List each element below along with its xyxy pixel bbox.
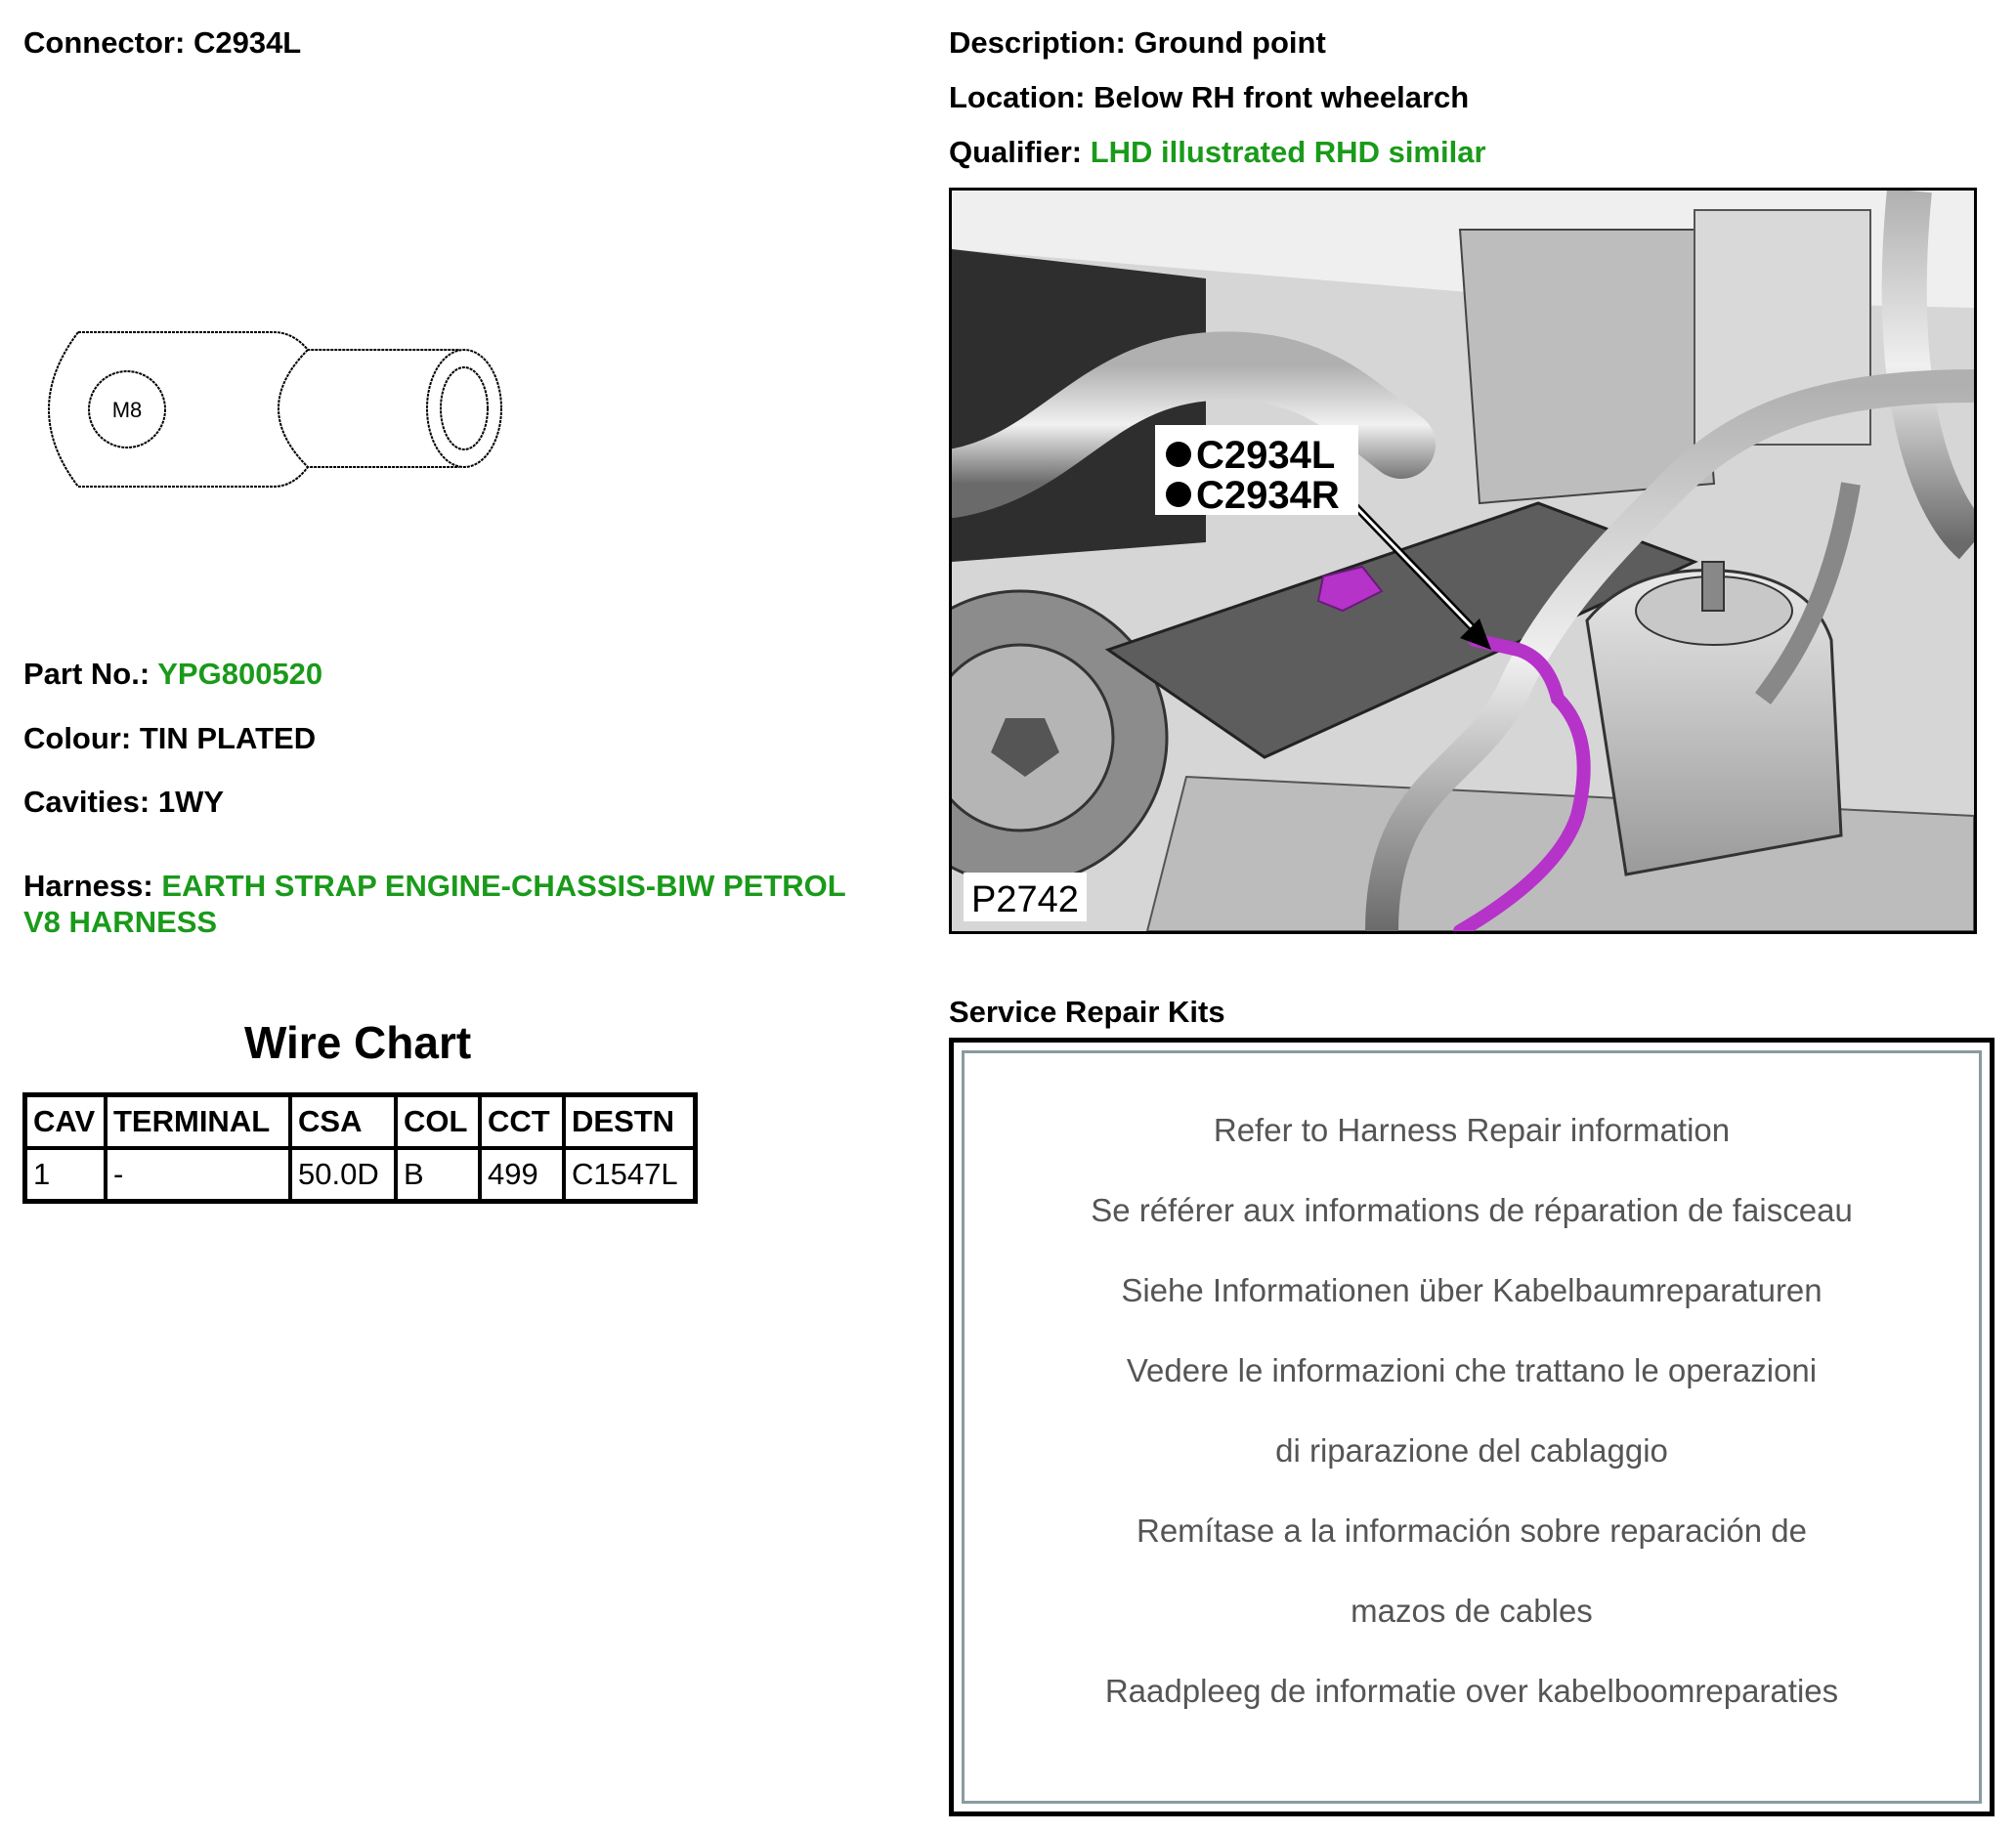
cavities-value: 1WY <box>157 785 225 819</box>
cell-cav: 1 <box>25 1148 107 1202</box>
location-label: Location: <box>949 80 1086 114</box>
header-cav: CAV <box>25 1095 107 1149</box>
service-repair-kits-box <box>949 1038 1995 1816</box>
connector-field <box>23 25 301 61</box>
ring-terminal-drawing <box>29 322 518 498</box>
harness-label: Harness: <box>23 869 153 903</box>
wire-chart-title: Wire Chart <box>244 1017 472 1068</box>
kit-line-en: Refer to Harness Repair information <box>1213 1112 1731 1148</box>
harness-value-line2: V8 HARNESS <box>23 905 218 939</box>
header-col: COL <box>396 1095 480 1149</box>
cell-cct: 499 <box>480 1148 564 1202</box>
wire-chart-table <box>22 1092 698 1204</box>
kit-line-it-1: Vedere le informazioni che trattano le operazioni <box>1126 1352 1818 1388</box>
cavities-label: Cavities: <box>23 785 150 819</box>
qualifier-value: LHD illustrated RHD similar <box>1090 135 1486 169</box>
location-photo <box>949 188 1977 934</box>
colour-label: Colour: <box>23 721 132 755</box>
cell-col: B <box>396 1148 480 1202</box>
description-value: Ground point <box>1134 25 1326 60</box>
connector-value: C2934L <box>193 25 302 60</box>
service-repair-kits-title: Service Repair Kits <box>949 995 1225 1029</box>
description-label: Description: <box>949 25 1126 60</box>
colour-value: TIN PLATED <box>139 721 317 755</box>
part-no-label: Part No.: <box>23 657 150 691</box>
callout-c2934l: C2934L <box>1196 434 1336 477</box>
colour-field <box>23 721 316 756</box>
figure-id: P2742 <box>971 879 1079 920</box>
harness-value-line1: EARTH STRAP ENGINE-CHASSIS-BIW PETROL <box>161 869 846 903</box>
qualifier-label: Qualifier: <box>949 135 1083 169</box>
header-destn: DESTN <box>564 1095 696 1149</box>
cell-terminal: - <box>106 1148 290 1202</box>
header-csa: CSA <box>290 1095 396 1149</box>
kit-line-es-1: Remítase a la información sobre reparación de <box>1136 1513 1808 1549</box>
kit-line-de: Siehe Informationen über Kabelbaumreparaturen <box>1121 1272 1823 1308</box>
kit-line-it-2: di riparazione del cablaggio <box>1275 1432 1668 1469</box>
engine-bay-illustration <box>952 191 1974 931</box>
cell-destn: C1547L <box>564 1148 696 1202</box>
service-repair-kits-inner <box>962 1050 1982 1804</box>
part-no-value: YPG800520 <box>157 657 323 691</box>
location-value: Below RH front wheelarch <box>1094 80 1470 114</box>
cell-csa: 50.0D <box>290 1148 396 1202</box>
location-field <box>949 80 1469 115</box>
connector-label: Connector: <box>23 25 186 60</box>
callout-c2934r: C2934R <box>1196 474 1340 517</box>
wire-chart-header-row <box>25 1095 696 1149</box>
kit-line-fr: Se référer aux informations de réparation de faisceau <box>1091 1192 1853 1228</box>
cavities-field <box>23 785 224 820</box>
description-field <box>949 25 1326 61</box>
header-terminal: TERMINAL <box>106 1095 290 1149</box>
qualifier-field <box>949 135 1486 170</box>
stud-size-label: M8 <box>111 398 143 422</box>
kit-line-nl: Raadpleeg de informatie over kabelboomreparaties <box>1104 1673 1839 1709</box>
harness-field <box>23 868 846 940</box>
part-no-field <box>23 657 322 692</box>
table-row <box>25 1148 696 1202</box>
header-cct: CCT <box>480 1095 564 1149</box>
kit-line-es-2: mazos de cables <box>1351 1593 1593 1629</box>
